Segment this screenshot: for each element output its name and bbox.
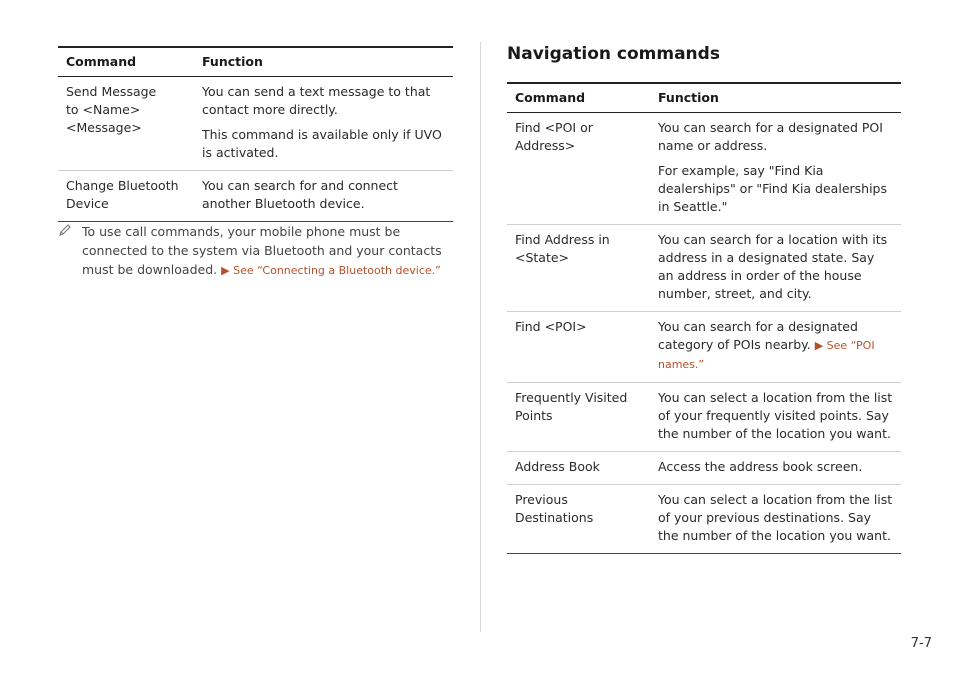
command-line: Device (66, 196, 109, 211)
function-cell (194, 77, 453, 171)
column-header-function: Function (194, 47, 453, 77)
table-row (507, 113, 901, 225)
function-cell (650, 485, 901, 554)
table-row (58, 171, 453, 222)
bluetooth-note (58, 222, 453, 280)
reference-link-connecting-bluetooth[interactable]: ▶ See “Connecting a Bluetooth device.” (221, 264, 441, 277)
function-text: You can select a location from the list of your frequently visited points. Say the number of the location you want. (658, 390, 893, 441)
function-cell (650, 113, 901, 225)
command-cell (507, 383, 650, 452)
function-cell (650, 383, 901, 452)
reference-link-poi-names[interactable]: ▶ See “POI names.” (658, 339, 875, 371)
command-cell (507, 485, 650, 554)
function-text: You can select a location from the list of your previous destinations. Say the number of the location you want. (658, 492, 893, 543)
column-header-command: Command (58, 47, 194, 77)
table-row (507, 312, 901, 383)
function-cell (650, 452, 901, 485)
command-line: to <Name> (66, 102, 141, 117)
command-cell (507, 452, 650, 485)
table-row (507, 452, 901, 485)
pencil-note-icon (58, 223, 72, 237)
command-line: Change Bluetooth (66, 178, 179, 193)
function-text: For example, say "Find Kia dealerships" or "Find Kia dealerships in Seattle." (658, 163, 888, 214)
function-text: You can search for a designated POI name or address. (658, 120, 883, 153)
command-cell (507, 312, 650, 383)
command-line: Find <POI or (515, 120, 593, 135)
command-line: Address Book (515, 459, 600, 474)
table-header-row (58, 47, 453, 77)
command-line: Previous Destinations (515, 492, 594, 525)
function-text: You can search for a designated category of POIs nearby. (658, 319, 858, 352)
note-text: To use call commands, your mobile phone must be connected to the system via Bluetooth and your contacts must be downloaded. (82, 224, 442, 277)
table-row (58, 77, 453, 171)
table-row (507, 225, 901, 312)
command-cell (58, 77, 194, 171)
command-line: Address> (515, 138, 576, 153)
page-number: 7-7 (910, 636, 932, 651)
command-cell (507, 113, 650, 225)
navigation-commands-table (507, 82, 901, 554)
command-line: <State> (515, 250, 570, 265)
table-row (507, 485, 901, 554)
navigation-commands-section (507, 42, 901, 554)
column-divider (480, 42, 481, 632)
function-cell (650, 312, 901, 383)
table-row (507, 383, 901, 452)
function-cell (650, 225, 901, 312)
section-title: Navigation commands (507, 44, 720, 64)
column-header-command: Command (507, 83, 650, 113)
function-cell (194, 171, 453, 222)
call-commands-table (58, 46, 453, 222)
column-header-function: Function (650, 83, 901, 113)
command-cell (58, 171, 194, 222)
command-line: Find <POI> (515, 319, 587, 334)
function-text: You can send a text message to that contact more directly. (202, 84, 431, 117)
command-line: Send Message (66, 84, 157, 99)
command-line: Frequently Visited (515, 390, 628, 405)
function-text: This command is available only if UVO is activated. (202, 127, 442, 160)
command-line: <Message> (66, 120, 142, 135)
table-header-row (507, 83, 901, 113)
command-line: Points (515, 408, 553, 423)
function-text: Access the address book screen. (658, 459, 863, 474)
function-text: You can search for and connect another Bluetooth device. (202, 178, 398, 211)
command-line: Find Address in (515, 232, 610, 247)
function-text: You can search for a location with its address in a designated state. Say an address in order of the house number, street, and city. (658, 232, 888, 301)
command-cell (507, 225, 650, 312)
call-commands-section (58, 46, 453, 222)
